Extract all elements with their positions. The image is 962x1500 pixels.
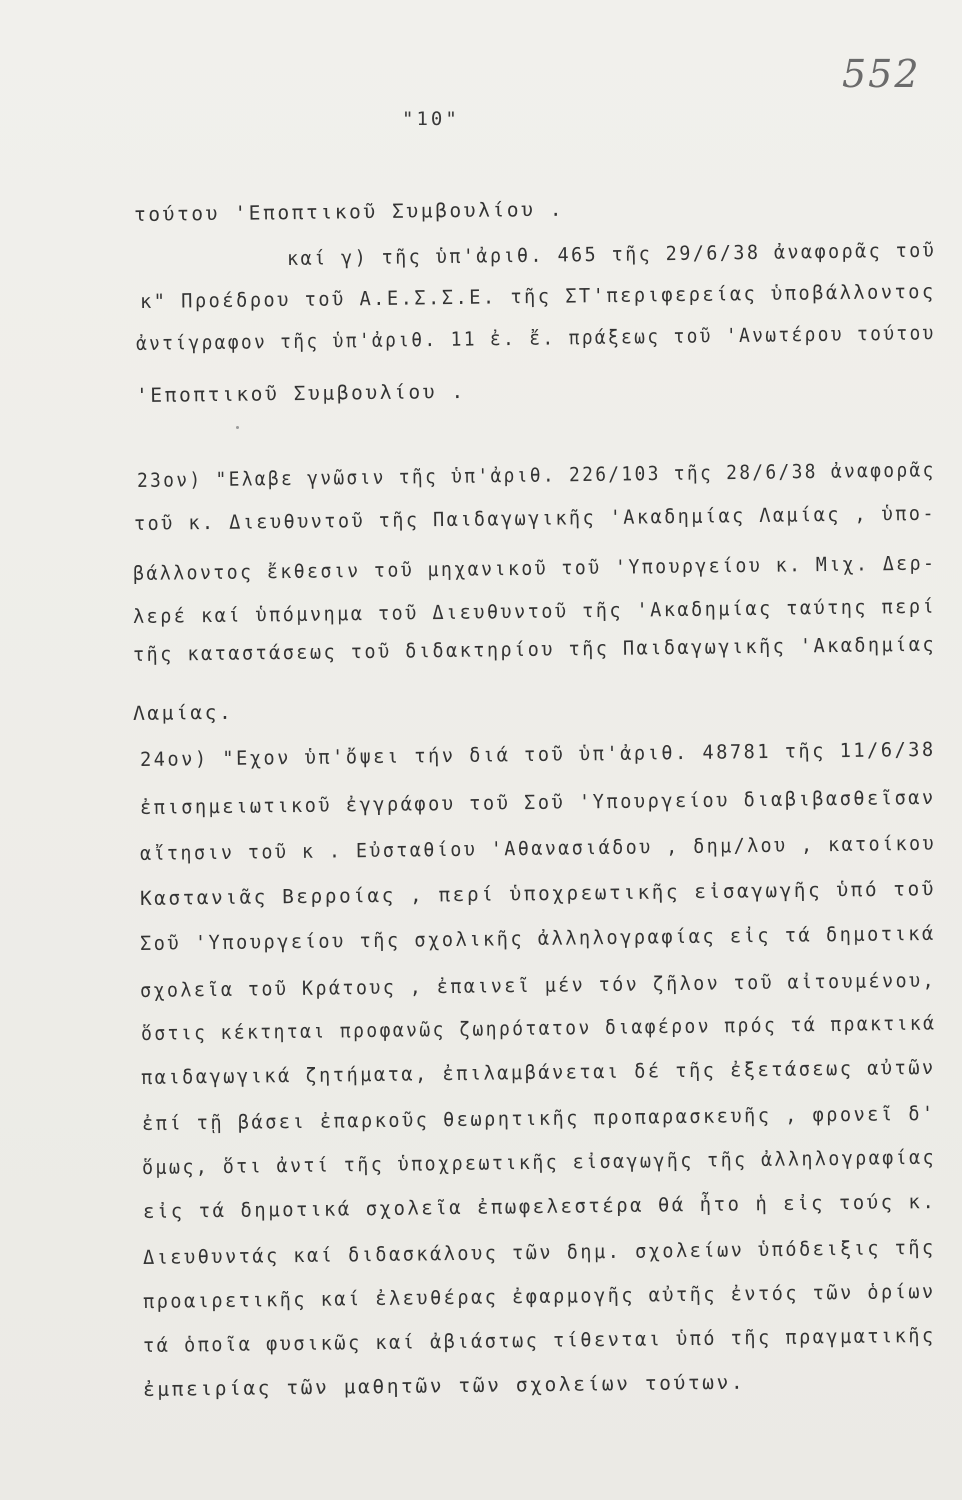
- text-line: βάλλοντος ἔκθεσιν τοῦ μηχανικοῦ τοῦ 'Υπουργείου κ. Μιχ. Δερ-: [132, 551, 937, 585]
- text-line: 24ον) "Εχον ὑπ'ὄψει τήν διά τοῦ ὑπ'ἀριθ. 48781 τῆς 11/6/38: [139, 737, 936, 771]
- ink-speck: [236, 426, 239, 429]
- text-line: λερέ καί ὑπόμνημα τοῦ Διευθυντοῦ τῆς 'Ακαδημίας ταύτης περί: [132, 594, 937, 628]
- text-line: τοῦ κ. Διευθυντοῦ τῆς Παιδαγωγικῆς 'Ακαδημίας Λαμίας , ὑπο-: [133, 501, 937, 535]
- text-line: παιδαγωγικά ζητήματα, ἐπιλαμβάνεται δέ τῆς ἐξετάσεως αὐτῶν: [140, 1055, 936, 1089]
- text-line: εἰς τά δημοτικά σχολεῖα ἐπωφελεστέρα θά ἦτο ἡ εἰς τούς κ.: [142, 1190, 937, 1223]
- text-line: ἐπισημειωτικοῦ ἐγγράφου τοῦ Σοῦ 'Υπουργείου διαβιβασθεῖσαν: [139, 785, 936, 819]
- text-line: Διευθυντάς καί διδασκάλους τῶν δημ. σχολείων ὑπόδειξις τῆς: [142, 1235, 936, 1269]
- text-line: Σοῦ 'Υπουργείου τῆς σχολικῆς ἀλληλογραφίας εἰς τά δημοτικά: [139, 921, 936, 955]
- text-line: 'Εποπτικοῦ Συμβουλίου .: [135, 379, 466, 407]
- text-line: ἀντίγραφον τῆς ὑπ'ἀριθ. 11 ἐ. ἔ. πράξεως τοῦ 'Ανωτέρου τούτου: [135, 321, 936, 355]
- page-number: "10": [402, 108, 460, 130]
- folio-number: 552: [842, 52, 921, 96]
- text-line: ὅστις κέκτηται προφανῶς ζωηρότατον διαφέρον πρός τά πρακτικά: [140, 1011, 937, 1045]
- text-line: τά ὁποῖα φυσικῶς καί ἀβιάστως τίθενται ὑπό τῆς πραγματικῆς: [142, 1323, 936, 1357]
- text-line: προαιρετικῆς καί ἐλευθέρας ἐφαρμογῆς αὐτῆς ἐντός τῶν ὁρίων: [142, 1279, 936, 1313]
- text-line: σχολεῖα τοῦ Κράτους , ἐπαινεῖ μέν τόν ζῆλον τοῦ αἰτουμένου,: [139, 968, 937, 1002]
- text-line: τῆς καταστάσεως τοῦ διδακτηρίου τῆς Παιδαγωγικῆς 'Ακαδημίας: [132, 632, 937, 666]
- text-line: ἐπί τῇ βάσει ἐπαρκοῦς θεωρητικῆς προπαρασκευῆς , φρονεῖ δ': [141, 1101, 936, 1135]
- text-line: τούτου 'Εποπτικοῦ Συμβουλίου .: [133, 197, 565, 226]
- text-line: καί γ) τῆς ὑπ'ἀριθ. 465 τῆς 29/6/38 ἀναφορᾶς τοῦ: [286, 238, 937, 270]
- text-line: αἴτησιν τοῦ κ . Εὐσταθίου 'Αθανασιάδου , δημ/λου , κατοίκου: [139, 831, 937, 865]
- text-line: ὅμως, ὅτι ἀντί τῆς ὑποχρεωτικῆς εἰσαγωγῆς τῆς ἀλληλογραφίας: [141, 1145, 937, 1179]
- text-line: Λαμίας.: [132, 700, 234, 725]
- text-line: Καστανιᾶς Βερροίας , περί ὑποχρεωτικῆς εἰσαγωγῆς ὑπό τοῦ: [139, 877, 937, 910]
- text-line: κ" Προέδρου τοῦ Α.Ε.Σ.Σ.Ε. τῆς ΣΤ'περιφερείας ὑποβάλλοντος: [139, 279, 936, 313]
- text-line: 23ον) "Ελαβε γνῶσιν τῆς ὑπ'ἀριθ. 226/103 τῆς 28/6/38 ἀναφορᾶς: [136, 458, 936, 492]
- text-line: ἐμπειρίας τῶν μαθητῶν τῶν σχολείων τούτων.: [142, 1370, 746, 1401]
